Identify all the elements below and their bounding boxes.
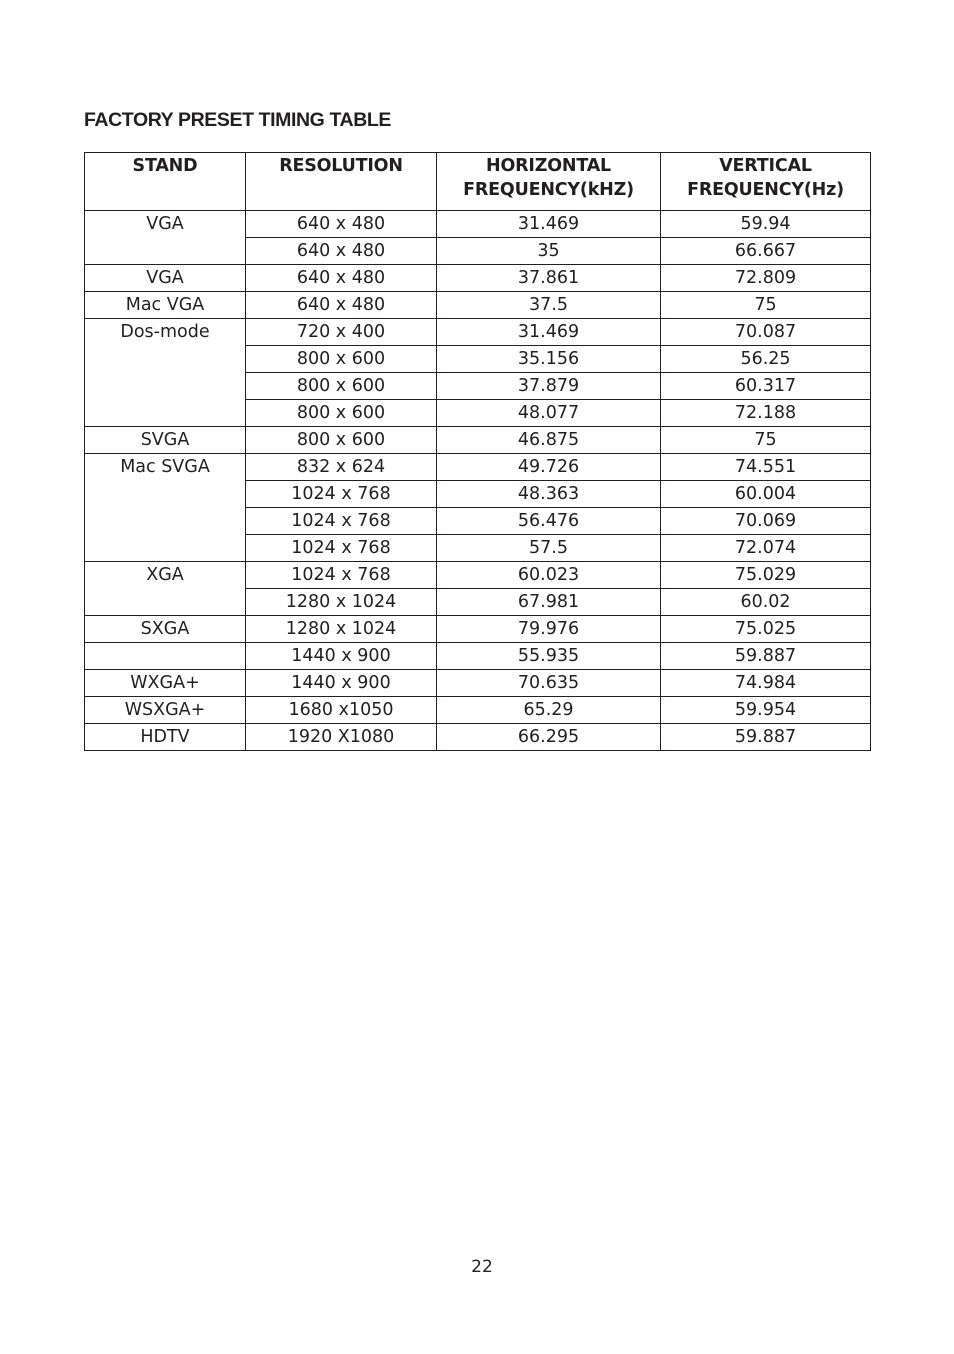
cell-vertical-frequency: 60.317 xyxy=(661,373,871,400)
table-row xyxy=(85,427,871,454)
cell-vertical-frequency: 75.029 xyxy=(661,562,871,589)
cell-stand: VGA xyxy=(85,211,246,265)
cell-horizontal-frequency: 48.363 xyxy=(437,481,661,508)
table-row xyxy=(85,562,871,589)
cell-vertical-frequency: 60.004 xyxy=(661,481,871,508)
cell-resolution: 1024 x 768 xyxy=(246,562,437,589)
cell-vertical-frequency: 66.667 xyxy=(661,238,871,265)
header-horizontal-frequency xyxy=(437,153,661,211)
cell-resolution: 720 x 400 xyxy=(246,319,437,346)
cell-resolution: 640 x 480 xyxy=(246,265,437,292)
header-resolution xyxy=(246,153,437,211)
table-row xyxy=(85,292,871,319)
cell-resolution: 1024 x 768 xyxy=(246,481,437,508)
cell-stand: Dos-mode xyxy=(85,319,246,427)
cell-stand: WSXGA+ xyxy=(85,697,246,724)
table-row xyxy=(85,319,871,346)
page-number: 22 xyxy=(471,1257,493,1277)
cell-resolution: 800 x 600 xyxy=(246,400,437,427)
cell-horizontal-frequency: 35.156 xyxy=(437,346,661,373)
cell-vertical-frequency: 70.087 xyxy=(661,319,871,346)
cell-resolution: 1680 x1050 xyxy=(246,697,437,724)
cell-horizontal-frequency: 79.976 xyxy=(437,616,661,643)
cell-horizontal-frequency: 31.469 xyxy=(437,319,661,346)
cell-stand: VGA xyxy=(85,265,246,292)
header-stand-line1: STAND xyxy=(132,156,198,176)
header-resolution-line1: RESOLUTION xyxy=(279,156,403,176)
cell-stand: HDTV xyxy=(85,724,246,751)
cell-resolution: 640 x 480 xyxy=(246,238,437,265)
cell-vertical-frequency: 59.887 xyxy=(661,724,871,751)
cell-vertical-frequency: 72.188 xyxy=(661,400,871,427)
header-row xyxy=(85,153,871,211)
cell-resolution: 1024 x 768 xyxy=(246,535,437,562)
cell-stand: Mac VGA xyxy=(85,292,246,319)
cell-horizontal-frequency: 65.29 xyxy=(437,697,661,724)
header-stand xyxy=(85,153,246,211)
cell-vertical-frequency: 59.887 xyxy=(661,643,871,670)
cell-resolution: 800 x 600 xyxy=(246,373,437,400)
cell-vertical-frequency: 70.069 xyxy=(661,508,871,535)
timing-table-body xyxy=(85,211,871,751)
table-row xyxy=(85,454,871,481)
cell-horizontal-frequency: 56.476 xyxy=(437,508,661,535)
header-vertical-line1: VERTICAL xyxy=(719,156,812,176)
table-row xyxy=(85,697,871,724)
cell-vertical-frequency: 72.809 xyxy=(661,265,871,292)
header-horizontal-line1: HORIZONTAL xyxy=(486,156,611,176)
cell-resolution: 1024 x 768 xyxy=(246,508,437,535)
table-row xyxy=(85,643,871,670)
cell-resolution: 832 x 624 xyxy=(246,454,437,481)
cell-horizontal-frequency: 60.023 xyxy=(437,562,661,589)
cell-horizontal-frequency: 57.5 xyxy=(437,535,661,562)
cell-vertical-frequency: 60.02 xyxy=(661,589,871,616)
cell-vertical-frequency: 59.94 xyxy=(661,211,871,238)
cell-resolution: 800 x 600 xyxy=(246,427,437,454)
cell-vertical-frequency: 74.984 xyxy=(661,670,871,697)
cell-horizontal-frequency: 70.635 xyxy=(437,670,661,697)
table-row xyxy=(85,265,871,292)
cell-vertical-frequency: 75 xyxy=(661,427,871,454)
cell-resolution: 1440 x 900 xyxy=(246,670,437,697)
cell-horizontal-frequency: 37.861 xyxy=(437,265,661,292)
cell-resolution: 1440 x 900 xyxy=(246,643,437,670)
table-row xyxy=(85,616,871,643)
table-row xyxy=(85,724,871,751)
header-vertical-frequency xyxy=(661,153,871,211)
cell-horizontal-frequency: 37.879 xyxy=(437,373,661,400)
cell-vertical-frequency: 75.025 xyxy=(661,616,871,643)
cell-horizontal-frequency: 48.077 xyxy=(437,400,661,427)
cell-stand: SVGA xyxy=(85,427,246,454)
cell-horizontal-frequency: 31.469 xyxy=(437,211,661,238)
table-row xyxy=(85,211,871,238)
cell-resolution: 1280 x 1024 xyxy=(246,589,437,616)
cell-horizontal-frequency: 37.5 xyxy=(437,292,661,319)
cell-horizontal-frequency: 35 xyxy=(437,238,661,265)
cell-stand: Mac SVGA xyxy=(85,454,246,562)
cell-stand: SXGA xyxy=(85,616,246,643)
cell-vertical-frequency: 72.074 xyxy=(661,535,871,562)
cell-horizontal-frequency: 46.875 xyxy=(437,427,661,454)
timing-table-header xyxy=(85,153,871,211)
cell-stand: XGA xyxy=(85,562,246,616)
cell-horizontal-frequency: 66.295 xyxy=(437,724,661,751)
table-row xyxy=(85,670,871,697)
cell-horizontal-frequency: 49.726 xyxy=(437,454,661,481)
timing-table xyxy=(84,152,871,751)
cell-resolution: 800 x 600 xyxy=(246,346,437,373)
cell-vertical-frequency: 74.551 xyxy=(661,454,871,481)
cell-resolution: 1920 X1080 xyxy=(246,724,437,751)
cell-resolution: 1280 x 1024 xyxy=(246,616,437,643)
header-vertical-line2: FREQUENCY(Hz) xyxy=(687,180,844,200)
cell-vertical-frequency: 75 xyxy=(661,292,871,319)
cell-horizontal-frequency: 67.981 xyxy=(437,589,661,616)
cell-vertical-frequency: 59.954 xyxy=(661,697,871,724)
cell-resolution: 640 x 480 xyxy=(246,211,437,238)
header-horizontal-line2: FREQUENCY(kHZ) xyxy=(463,180,634,200)
cell-stand: WXGA+ xyxy=(85,670,246,697)
cell-resolution: 640 x 480 xyxy=(246,292,437,319)
cell-vertical-frequency: 56.25 xyxy=(661,346,871,373)
cell-horizontal-frequency: 55.935 xyxy=(437,643,661,670)
page-title: FACTORY PRESET TIMING TABLE xyxy=(84,109,391,131)
cell-stand xyxy=(85,643,246,670)
